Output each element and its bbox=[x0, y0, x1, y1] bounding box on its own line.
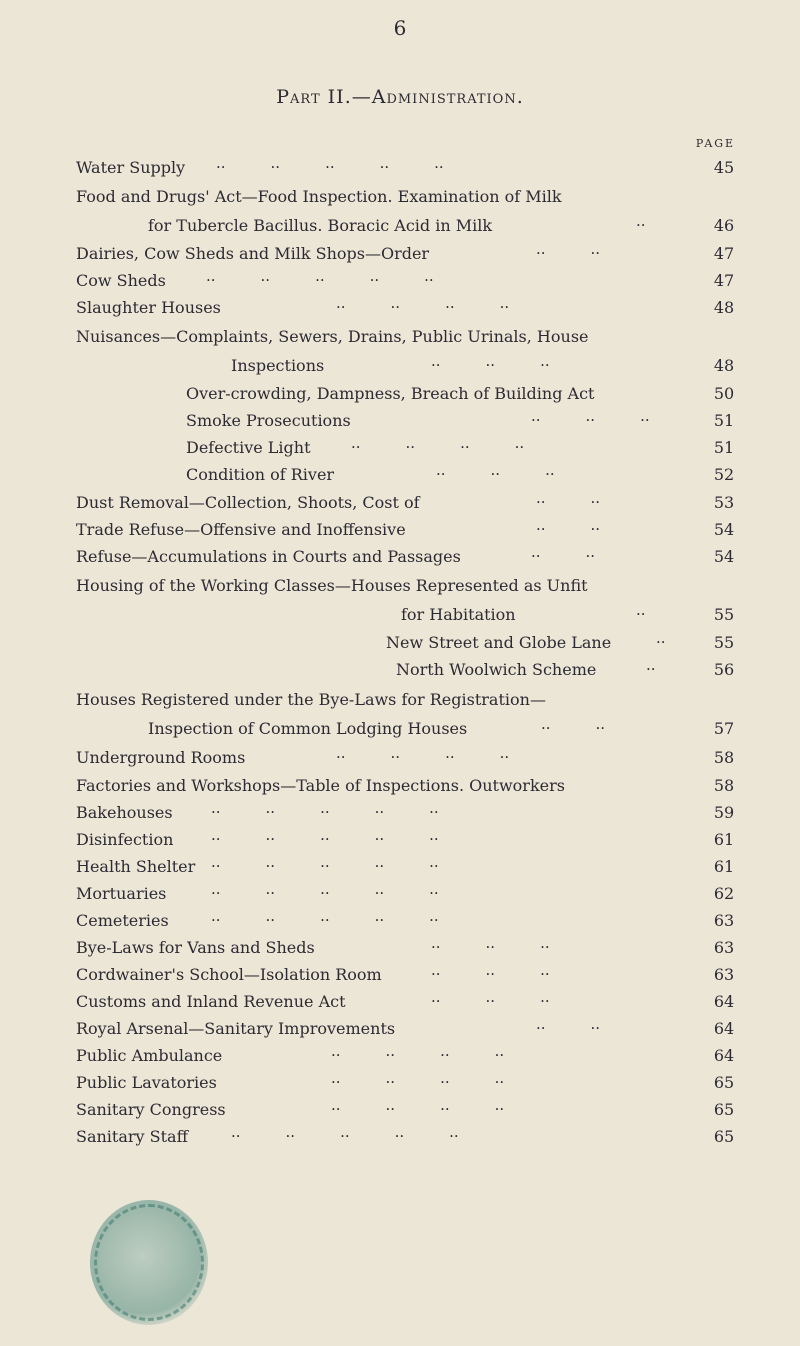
toc-entry-text: Water Supply bbox=[76, 158, 186, 177]
toc-entry-text: Houses Registered under the Bye-Laws for Registration— bbox=[76, 690, 546, 709]
dot-leader: .. .. bbox=[541, 715, 606, 733]
toc-entry-text: Cordwainer's School—Isolation Room bbox=[76, 965, 382, 984]
toc-page-number: 55 bbox=[713, 605, 735, 624]
dot-leader: .. .. .. .. .. bbox=[231, 1123, 459, 1141]
dot-leader: .. .. .. .. bbox=[336, 744, 510, 762]
toc-page-number: 46 bbox=[713, 216, 735, 235]
toc-page-number: 53 bbox=[713, 493, 735, 512]
toc-row bbox=[76, 827, 744, 852]
toc-page-number: 62 bbox=[713, 884, 735, 903]
toc-entry-text: Royal Arsenal—Sanitary Improvements bbox=[76, 1019, 396, 1038]
dot-leader: .. .. bbox=[536, 1015, 601, 1033]
toc-entry-text: Sanitary Staff bbox=[76, 1127, 188, 1146]
dot-leader: .. .. .. .. bbox=[331, 1096, 505, 1114]
toc-entry-text: Smoke Prosecutions bbox=[186, 411, 351, 430]
dot-leader: .. .. .. bbox=[431, 934, 550, 952]
toc-row bbox=[76, 881, 744, 906]
toc-row bbox=[76, 213, 744, 238]
toc-entry-text: Food and Drugs' Act—Food Inspection. Examination of Milk bbox=[76, 187, 562, 206]
dot-leader: .. .. .. .. .. bbox=[211, 907, 439, 925]
dot-leader: .. .. .. .. .. bbox=[211, 799, 439, 817]
toc-row bbox=[76, 1070, 744, 1095]
toc-page-number: 51 bbox=[713, 438, 735, 457]
toc-page-number: 56 bbox=[713, 660, 735, 679]
dot-leader: .. .. .. .. bbox=[351, 434, 525, 452]
stamp-ring bbox=[94, 1204, 204, 1321]
toc-row bbox=[76, 962, 744, 987]
toc-entry-text: North Woolwich Scheme bbox=[396, 660, 597, 679]
toc-page-number: 65 bbox=[713, 1073, 735, 1092]
toc-entry-text: Bakehouses bbox=[76, 803, 173, 822]
toc-row bbox=[76, 544, 744, 569]
dot-leader: .. .. .. .. bbox=[336, 294, 510, 312]
toc-entry-text: Cemeteries bbox=[76, 911, 169, 930]
toc-row bbox=[76, 1097, 744, 1122]
toc-row bbox=[76, 854, 744, 879]
toc-entry-text: New Street and Globe Lane bbox=[386, 633, 612, 652]
toc-page-number: 47 bbox=[713, 244, 735, 263]
dot-leader: .. bbox=[656, 629, 666, 647]
page-number: 6 bbox=[393, 16, 407, 40]
toc-row bbox=[76, 324, 744, 349]
toc-page-number: 63 bbox=[713, 911, 735, 930]
toc-page-number: 63 bbox=[713, 965, 735, 984]
dot-leader: .. .. bbox=[536, 240, 601, 258]
toc-row bbox=[76, 381, 744, 406]
dot-leader: .. bbox=[636, 601, 646, 619]
toc-page-number: 54 bbox=[713, 520, 735, 539]
toc-row bbox=[76, 490, 744, 515]
toc-entry-text: Inspection of Common Lodging Houses bbox=[148, 719, 468, 738]
toc-page-number: 61 bbox=[713, 830, 735, 849]
toc-entry-text: Sanitary Congress bbox=[76, 1100, 226, 1119]
toc-row bbox=[76, 462, 744, 487]
toc-entry-text: Defective Light bbox=[186, 438, 311, 457]
toc-row bbox=[76, 353, 744, 378]
toc-page-number: 48 bbox=[713, 298, 735, 317]
dot-leader: .. .. bbox=[536, 516, 601, 534]
toc-entry-text: Slaughter Houses bbox=[76, 298, 221, 317]
page-column-header: PAGE bbox=[695, 137, 736, 150]
toc-row bbox=[76, 408, 744, 433]
dot-leader: .. .. .. bbox=[436, 461, 555, 479]
toc-page-number: 65 bbox=[713, 1127, 735, 1146]
toc-page-number: 52 bbox=[713, 465, 735, 484]
toc-row bbox=[76, 602, 744, 627]
toc-entry-text: for Tubercle Bacillus. Boracic Acid in Milk bbox=[148, 216, 493, 235]
toc-page-number: 63 bbox=[713, 938, 735, 957]
toc-page-number: 64 bbox=[713, 1019, 735, 1038]
toc-entry-text: Dairies, Cow Sheds and Milk Shops—Order bbox=[76, 244, 430, 263]
table-of-contents bbox=[76, 150, 744, 1146]
toc-row bbox=[76, 687, 744, 712]
toc-entry-text: Nuisances—Complaints, Sewers, Drains, Public Urinals, House bbox=[76, 327, 589, 346]
toc-row bbox=[76, 517, 744, 542]
toc-row bbox=[76, 745, 744, 770]
dot-leader: .. .. bbox=[531, 543, 596, 561]
dot-leader: .. .. .. .. .. bbox=[206, 267, 434, 285]
toc-row bbox=[76, 435, 744, 460]
toc-entry-text: Over-crowding, Dampness, Breach of Building Act bbox=[186, 384, 595, 403]
toc-page-number: 47 bbox=[713, 271, 735, 290]
toc-entry-text: Public Ambulance bbox=[76, 1046, 223, 1065]
toc-entry-text: Disinfection bbox=[76, 830, 174, 849]
toc-entry-text: Factories and Workshops—Table of Inspections. Outworkers bbox=[76, 776, 565, 795]
dot-leader: .. .. bbox=[536, 489, 601, 507]
toc-row bbox=[76, 295, 744, 320]
toc-entry-text: Cow Sheds bbox=[76, 271, 166, 290]
dot-leader: .. .. .. bbox=[431, 352, 550, 370]
toc-entry-text: Health Shelter bbox=[76, 857, 196, 876]
dot-leader: .. .. .. .. .. bbox=[211, 880, 439, 898]
toc-entry-text: Refuse—Accumulations in Courts and Passages bbox=[76, 547, 461, 566]
toc-entry-text: Underground Rooms bbox=[76, 748, 246, 767]
toc-entry-text: for Habitation bbox=[401, 605, 516, 624]
toc-page-number: 48 bbox=[713, 356, 735, 375]
toc-row bbox=[76, 989, 744, 1014]
part-title: Part II.—Administration. bbox=[276, 86, 524, 108]
toc-entry-text: Mortuaries bbox=[76, 884, 167, 903]
toc-page-number: 57 bbox=[713, 719, 735, 738]
toc-row bbox=[76, 184, 744, 209]
dot-leader: .. .. .. .. bbox=[331, 1042, 505, 1060]
toc-row bbox=[76, 1016, 744, 1041]
toc-row bbox=[76, 716, 744, 741]
toc-page-number: 45 bbox=[713, 158, 735, 177]
dot-leader: .. .. .. bbox=[431, 961, 550, 979]
dot-leader: .. .. .. .. .. bbox=[211, 853, 439, 871]
dot-leader: .. bbox=[646, 656, 656, 674]
toc-row bbox=[76, 1043, 744, 1068]
toc-page-number: 61 bbox=[713, 857, 735, 876]
toc-entry-text: Bye-Laws for Vans and Sheds bbox=[76, 938, 315, 957]
toc-entry-text: Housing of the Working Classes—Houses Represented as Unfit bbox=[76, 576, 588, 595]
toc-page-number: 50 bbox=[713, 384, 735, 403]
dot-leader: .. .. .. .. .. bbox=[211, 826, 439, 844]
toc-page-number: 55 bbox=[713, 633, 735, 652]
toc-entry-text: Inspections bbox=[231, 356, 325, 375]
dot-leader: .. .. .. bbox=[531, 407, 650, 425]
toc-page-number: 59 bbox=[713, 803, 735, 822]
toc-row bbox=[76, 773, 744, 798]
dot-leader: .. .. .. bbox=[431, 988, 550, 1006]
toc-page-number: 54 bbox=[713, 547, 735, 566]
toc-row bbox=[76, 241, 744, 266]
toc-page-number: 58 bbox=[713, 748, 735, 767]
toc-page-number: 64 bbox=[713, 992, 735, 1011]
toc-row bbox=[76, 1124, 744, 1149]
toc-row bbox=[76, 935, 744, 960]
dot-leader: .. .. .. .. .. bbox=[216, 154, 444, 172]
toc-row bbox=[76, 800, 744, 825]
toc-entry-text: Trade Refuse—Offensive and Inoffensive bbox=[76, 520, 406, 539]
toc-row bbox=[76, 630, 744, 655]
toc-row bbox=[76, 657, 744, 682]
toc-entry-text: Public Lavatories bbox=[76, 1073, 217, 1092]
dot-leader: .. .. .. .. bbox=[331, 1069, 505, 1087]
toc-row bbox=[76, 268, 744, 293]
toc-page-number: 64 bbox=[713, 1046, 735, 1065]
toc-entry-text: Condition of River bbox=[186, 465, 335, 484]
toc-row bbox=[76, 573, 744, 598]
toc-row bbox=[76, 155, 744, 180]
toc-page-number: 65 bbox=[713, 1100, 735, 1119]
toc-entry-text: Dust Removal—Collection, Shoots, Cost of bbox=[76, 493, 420, 512]
toc-row bbox=[76, 908, 744, 933]
toc-page-number: 58 bbox=[713, 776, 735, 795]
dot-leader: .. bbox=[636, 212, 646, 230]
toc-page-number: 51 bbox=[713, 411, 735, 430]
toc-entry-text: Customs and Inland Revenue Act bbox=[76, 992, 346, 1011]
